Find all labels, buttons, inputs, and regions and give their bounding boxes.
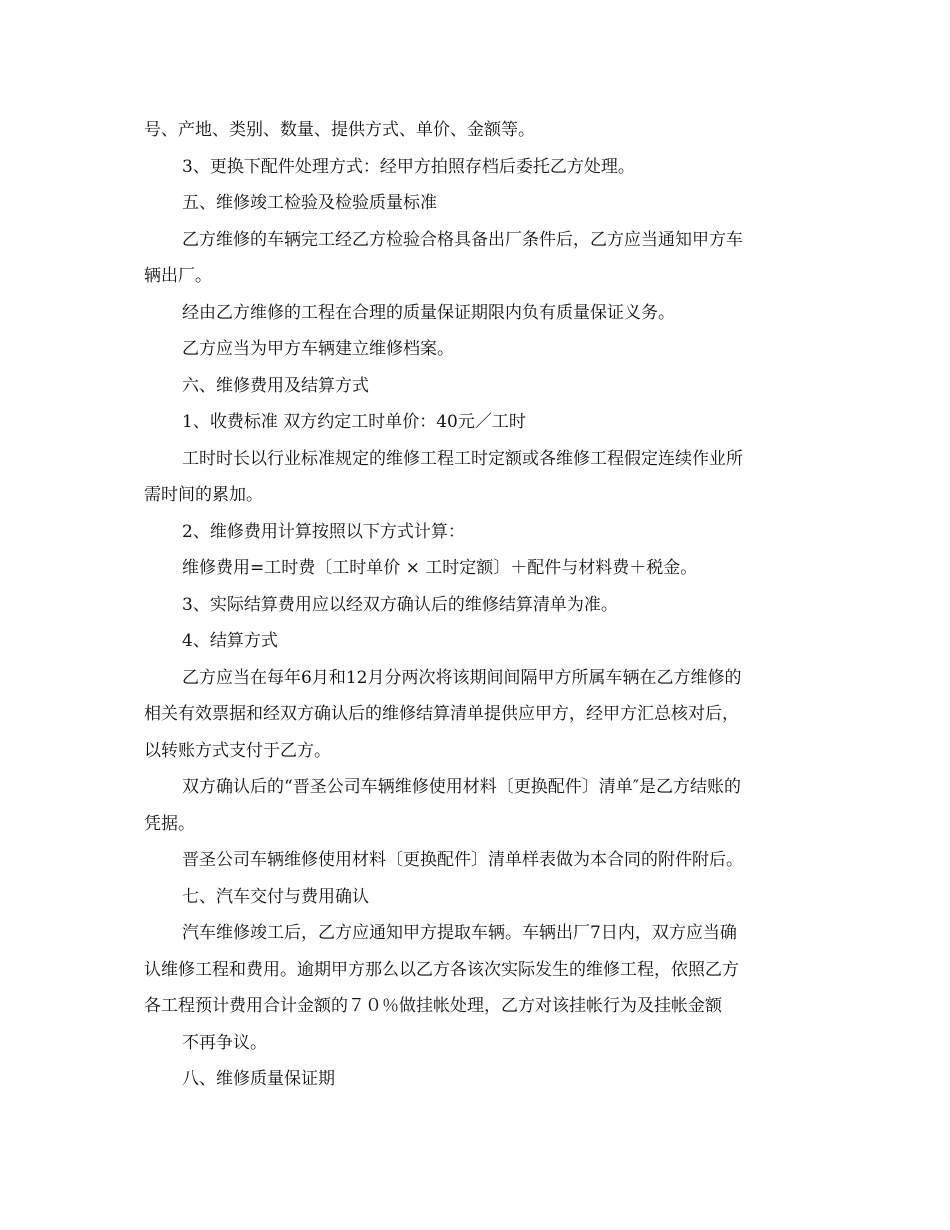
text-line: 凭据。 — [144, 813, 195, 834]
text-line: 需时间的累加。 — [144, 485, 263, 505]
text-line: 乙方维修的车辆完工经乙方检验合格具备出厂条件后，乙方应当通知甲方车 — [182, 229, 743, 250]
text-line: 3、更换下配件处理方式：经甲方拍照存档后委托乙方处理。 — [182, 156, 635, 177]
text-line: 五、维修竣工检验及检验质量标准 — [182, 193, 437, 213]
text-line: 乙方应当为甲方车辆建立维修档案。 — [182, 339, 454, 359]
text-line: 不再争议。 — [182, 1032, 267, 1053]
text-line: 汽车维修竣工后，乙方应通知甲方提取车辆。车辆出厂7日内，双方应当确 — [182, 923, 737, 943]
document-body — [144, 112, 809, 1098]
text-line: 1、收费标准 双方约定工时单价：40元／工时 — [182, 412, 526, 432]
text-line: 工时时长以行业标准规定的维修工程工时定额或各维修工程假定连续作业所 — [182, 448, 743, 469]
text-line: 3、实际结算费用应以经双方确认后的维修结算清单为准。 — [182, 594, 618, 615]
text-line: 八、维修质量保证期 — [182, 1069, 335, 1089]
text-line: 六、维修费用及结算方式 — [182, 375, 369, 396]
text-line: 号、产地、类别、数量、提供方式、单价、金额等。 — [144, 120, 535, 140]
text-line: 乙方应当在每年6月和12月分两次将该期间间隔甲方所属车辆在乙方维修的 — [182, 667, 742, 688]
text-line: 相关有效票据和经双方确认后的维修结算清单提供应甲方，经甲方汇总核对后， — [144, 704, 739, 724]
text-line: 各工程预计费用合计金额的７０％做挂帐处理，乙方对该挂帐行为及挂帐金额 — [144, 996, 722, 1016]
text-line: 晋圣公司车辆维修使用材料〔更换配件〕清单样表做为本合同的附件附后。 — [182, 850, 743, 870]
text-line: 双方确认后的“晋圣公司车辆维修使用材料〔更换配件〕清单″是乙方结账的 — [182, 777, 742, 797]
text-line: 4、结算方式 — [182, 631, 278, 651]
text-line: 七、汽车交付与费用确认 — [182, 886, 369, 907]
text-line: 维修费用=工时费〔工时单价 × 工时定额〕＋配件与材料费＋税金。 — [182, 558, 698, 578]
text-line: 认维修工程和费用。逾期甲方那么以乙方各该次实际发生的维修工程，依照乙方 — [144, 959, 739, 980]
text-line: 经由乙方维修的工程在合理的质量保证期限内负有质量保证义务。 — [182, 302, 675, 323]
text-line: 以转账方式支付于乙方。 — [144, 740, 331, 761]
text-line: 2、维修费用计算按照以下方式计算： — [182, 521, 465, 542]
text-line: 辆出厂。 — [144, 266, 212, 286]
